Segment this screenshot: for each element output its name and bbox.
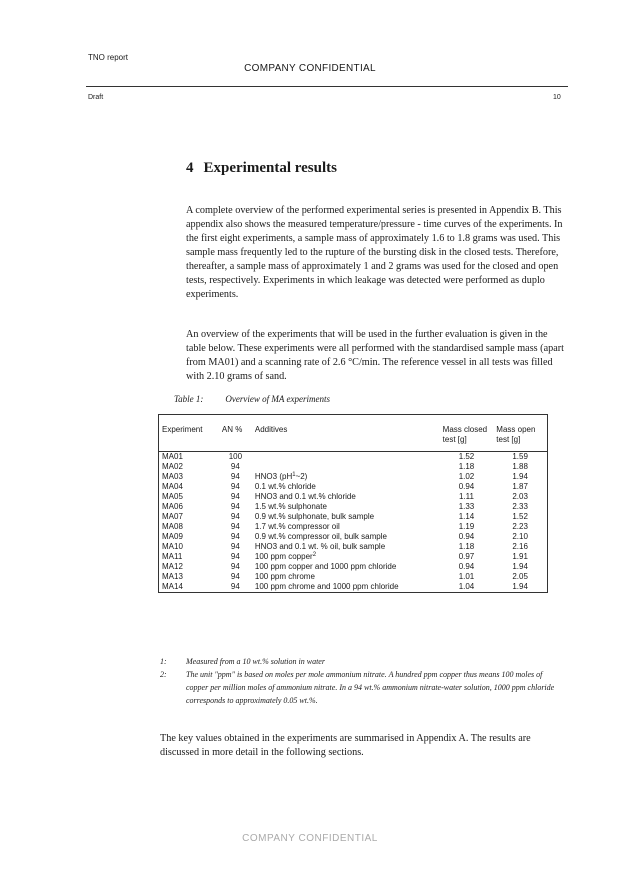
cell-mass-open: 1.59 xyxy=(512,452,528,461)
cell-experiment: MA08 xyxy=(162,522,183,531)
table-header-row xyxy=(159,415,548,452)
table-notes xyxy=(160,655,560,707)
additives-text: 0.9 wt.% compressor oil, bulk sample xyxy=(254,532,387,541)
footnote-marker: 1 xyxy=(292,472,296,478)
cell-experiment: MA02 xyxy=(162,462,183,471)
additives-text: HNO3 and 0.1 wt. % oil, bulk sample xyxy=(254,542,386,551)
cell-mass-open: 1.91 xyxy=(512,552,528,561)
cell-additives xyxy=(252,502,440,512)
cell-experiment: MA14 xyxy=(162,582,183,591)
table-caption-title: Overview of MA experiments xyxy=(225,394,330,404)
table-row xyxy=(159,492,548,502)
cell-mass-closed: 1.18 xyxy=(458,462,475,471)
cell-mass-closed: 0.97 xyxy=(458,552,475,561)
cell-additives xyxy=(252,472,440,482)
cell-experiment: MA13 xyxy=(162,572,183,581)
cell-additives xyxy=(252,532,440,542)
table-row xyxy=(159,532,548,542)
cell-mass-closed: 1.18 xyxy=(458,542,475,551)
cell-mass-open: 2.03 xyxy=(512,492,528,501)
cell-mass-closed: 1.52 xyxy=(458,452,475,461)
header-divider xyxy=(86,86,568,87)
cell-an: 94 xyxy=(230,492,240,501)
header-additives: Additives xyxy=(252,415,440,452)
cell-an: 94 xyxy=(230,542,240,551)
cell-mass-closed: 1.14 xyxy=(458,512,475,521)
cell-mass-open: 1.88 xyxy=(512,462,528,471)
paragraph-overview: A complete overview of the performed experimental series is presented in Appendix B. This appendix also shows the measured temperature/pressure - time curves of the experiments. In the first eight experiments, a sample mass of approximately 1.6 to 1.8 grams was used. This sample mass frequently led to the rupture of the bursting disk in the closed tests. Therefore, thereafter, a sample mass of approximately 1 and 2 grams was used for the closed and open tests, respectively. Experiments in which leakage was detected were performed as duplo experiments. xyxy=(186,205,563,300)
table-row xyxy=(159,542,548,552)
note-number: 2: xyxy=(160,670,167,679)
confidential-header: COMPANY CONFIDENTIAL xyxy=(244,63,376,74)
cell-experiment: MA09 xyxy=(162,532,183,541)
note-number: 1: xyxy=(160,657,167,666)
cell-mass-open: 2.05 xyxy=(512,572,528,581)
cell-experiment: MA11 xyxy=(162,552,183,561)
cell-mass-closed: 1.02 xyxy=(458,472,475,481)
table-row xyxy=(159,582,548,593)
cell-an: 94 xyxy=(230,502,240,511)
cell-additives xyxy=(252,552,440,562)
cell-mass-closed: 1.11 xyxy=(458,492,474,501)
page-number: 10 xyxy=(553,94,561,101)
cell-experiment: MA03 xyxy=(162,472,183,481)
paragraph-table-intro: An overview of the experiments that will be used in the further evaluation is given in the table below. These experiments were all performed with the standardised sample mass (apart from MA01) and a scanning rate of 2.6 °C/min. The reference vessel in all tests was filled with 2.10 grams of sand. xyxy=(186,329,564,382)
table-caption-label: Table 1: xyxy=(174,394,204,404)
table-body xyxy=(159,452,548,593)
cell-mass-closed: 1.04 xyxy=(458,582,475,591)
cell-experiment: MA07 xyxy=(162,512,183,521)
cell-experiment: MA10 xyxy=(162,542,183,551)
additives-text: 0.1 wt.% chloride xyxy=(254,482,316,491)
cell-an: 94 xyxy=(230,562,240,571)
cell-an: 94 xyxy=(230,532,240,541)
cell-an: 94 xyxy=(230,462,240,471)
cell-an: 94 xyxy=(230,512,240,521)
cell-an: 94 xyxy=(230,552,240,561)
cell-an: 94 xyxy=(230,472,240,481)
section-heading xyxy=(186,160,347,177)
table-caption xyxy=(174,394,330,404)
table-row xyxy=(159,482,548,492)
cell-mass-open: 2.16 xyxy=(512,542,528,551)
cell-an: 94 xyxy=(230,572,240,581)
table-row xyxy=(159,472,548,482)
cell-mass-open: 2.10 xyxy=(512,532,528,541)
cell-mass-open: 1.52 xyxy=(512,512,528,521)
cell-mass-open: 1.94 xyxy=(512,562,528,571)
additives-text: HNO3 and 0.1 wt.% chloride xyxy=(254,492,356,501)
table-row xyxy=(159,562,548,572)
cell-mass-closed: 1.01 xyxy=(458,572,475,581)
additives-text: 1.5 wt.% sulphonate xyxy=(254,502,327,511)
section-number: 4 xyxy=(186,160,194,176)
cell-an: 94 xyxy=(230,582,240,591)
cell-experiment: MA04 xyxy=(162,482,183,491)
additives-text: HNO3 (pH xyxy=(254,472,293,481)
header-mass-closed: Mass closed test [g] xyxy=(440,415,494,452)
cell-an: 100 xyxy=(228,452,243,461)
cell-experiment: MA06 xyxy=(162,502,183,511)
cell-additives xyxy=(252,492,440,502)
experiments-table xyxy=(158,414,548,593)
note-row xyxy=(160,655,560,668)
table-row xyxy=(159,552,548,562)
cell-additives xyxy=(252,452,440,463)
header-mass-open: Mass open test [g] xyxy=(493,415,547,452)
cell-mass-closed: 0.94 xyxy=(458,482,475,491)
header-an: AN % xyxy=(219,415,252,452)
table-row xyxy=(159,522,548,532)
cell-mass-closed: 1.19 xyxy=(458,522,475,531)
header-experiment: Experiment xyxy=(159,415,219,452)
cell-experiment: MA12 xyxy=(162,562,183,571)
table-row xyxy=(159,452,548,463)
draft-label: Draft xyxy=(88,94,104,101)
cell-an: 94 xyxy=(230,522,240,531)
cell-an: 94 xyxy=(230,482,240,491)
paragraph-summary: The key values obtained in the experiments are summarised in Appendix A. The results are discussed in more detail in the following sections. xyxy=(160,733,531,758)
cell-mass-closed: 0.94 xyxy=(458,532,475,541)
cell-additives xyxy=(252,582,440,593)
cell-additives xyxy=(252,522,440,532)
cell-experiment: MA01 xyxy=(162,452,183,461)
cell-additives xyxy=(252,512,440,522)
note-row xyxy=(160,668,560,707)
cell-additives xyxy=(252,542,440,552)
additives-text-cont: ~2) xyxy=(295,472,308,481)
cell-additives xyxy=(252,482,440,492)
cell-mass-closed: 0.94 xyxy=(458,562,475,571)
additives-text: 100 ppm copper xyxy=(254,552,313,561)
footnote-marker: 2 xyxy=(312,552,317,558)
note-text: The unit "ppm" is based on moles per mole ammonium nitrate. A hundred ppm copper thus means 100 moles of copper per million moles of ammonium nitrate. In a 94 wt.% ammonium nitrate-water solution, 1000 ppm chloride corresponds to approximately 0.05 wt.%. xyxy=(186,670,555,705)
additives-text: 100 ppm chrome xyxy=(254,572,315,581)
cell-additives xyxy=(252,572,440,582)
cell-additives xyxy=(252,462,440,472)
table-row xyxy=(159,572,548,582)
additives-text: 100 ppm chrome and 1000 ppm chloride xyxy=(254,582,399,591)
cell-mass-open: 1.94 xyxy=(512,582,528,591)
table-row xyxy=(159,512,548,522)
additives-text: 100 ppm copper and 1000 ppm chloride xyxy=(254,562,397,571)
table-row xyxy=(159,462,548,472)
report-label: TNO report xyxy=(88,53,129,62)
section-title: Experimental results xyxy=(203,160,337,176)
cell-mass-open: 1.94 xyxy=(512,472,528,481)
additives-text: 0.9 wt.% sulphonate, bulk sample xyxy=(254,512,375,521)
cell-mass-closed: 1.33 xyxy=(458,502,475,511)
table-row xyxy=(159,502,548,512)
additives-text: 1.7 wt.% compressor oil xyxy=(254,522,340,531)
cell-mass-open: 2.33 xyxy=(512,502,528,511)
cell-mass-open: 1.87 xyxy=(512,482,528,491)
confidential-footer: COMPANY CONFIDENTIAL xyxy=(242,833,378,844)
cell-mass-open: 2.23 xyxy=(512,522,528,531)
cell-additives xyxy=(252,562,440,572)
note-text: Measured from a 10 wt.% solution in water xyxy=(186,657,325,666)
cell-experiment: MA05 xyxy=(162,492,183,501)
